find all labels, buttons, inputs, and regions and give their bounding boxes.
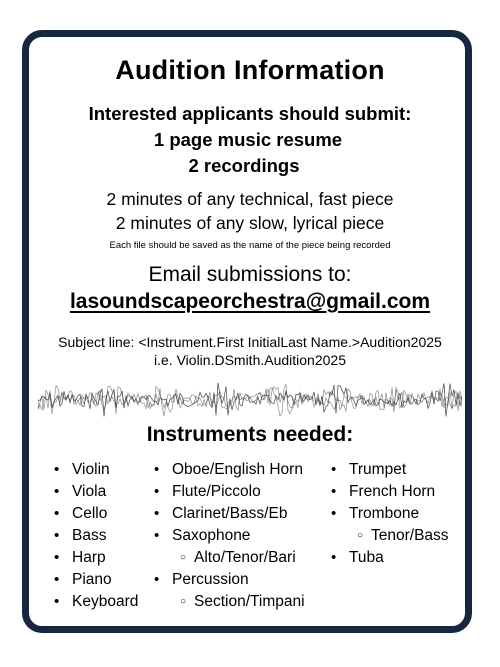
instrument-item: • Tuba [331,547,449,569]
instrument-item: • Oboe/English Horn [154,459,305,481]
recording-requirement-fast: 2 minutes of any technical, fast piece [106,189,394,209]
submit-heading: Interested applicants should submit: [88,103,412,124]
instrument-item: • Piano [54,569,138,591]
subject-example: i.e. Violin.DSmith.Audition2025 [154,352,346,368]
instrument-item: • Trombone [331,503,449,525]
instrument-item: • Violin [54,459,138,481]
email-label: Email submissions to: [148,263,352,286]
instrument-item: • Viola [54,481,138,503]
sound-waveform-icon [38,378,462,422]
instrument-item: • Cello [54,503,138,525]
instrument-item: • Trumpet [331,459,449,481]
instrument-item: • Keyboard [54,591,138,613]
instrument-item: • Saxophone [154,525,305,547]
instruments-heading: Instruments needed: [146,423,354,446]
file-naming-note: Each file should be saved as the name of the piece being recorded [109,240,391,251]
page-title: Audition Information [115,55,385,85]
instrument-subitem: ○ Tenor/Bass [331,525,449,547]
recording-requirement-slow: 2 minutes of any slow, lyrical piece [115,213,385,233]
instrument-item: • Clarinet/Bass/Eb [154,503,305,525]
instrument-item: • French Horn [331,481,449,503]
email-link[interactable]: lasoundscapeorchestra@gmail.com [69,290,431,313]
instrument-list-strings [54,459,138,613]
instrument-item: • Harp [54,547,138,569]
instrument-list-woodwinds-percussion [154,459,305,613]
instrument-item: • Flute/Piccolo [154,481,305,503]
instrument-subitem: ○ Section/Timpani [154,591,305,613]
subject-line: Subject line: <Instrument.First InitialLast Name.>Audition2025 [58,334,442,350]
instrument-item: • Bass [54,525,138,547]
submit-item-resume: 1 page music resume [153,129,343,150]
submit-item-recordings: 2 recordings [188,155,300,176]
instrument-subitem: ○ Alto/Tenor/Bari [154,547,305,569]
instrument-list-brass [331,459,449,569]
instrument-item: • Percussion [154,569,305,591]
